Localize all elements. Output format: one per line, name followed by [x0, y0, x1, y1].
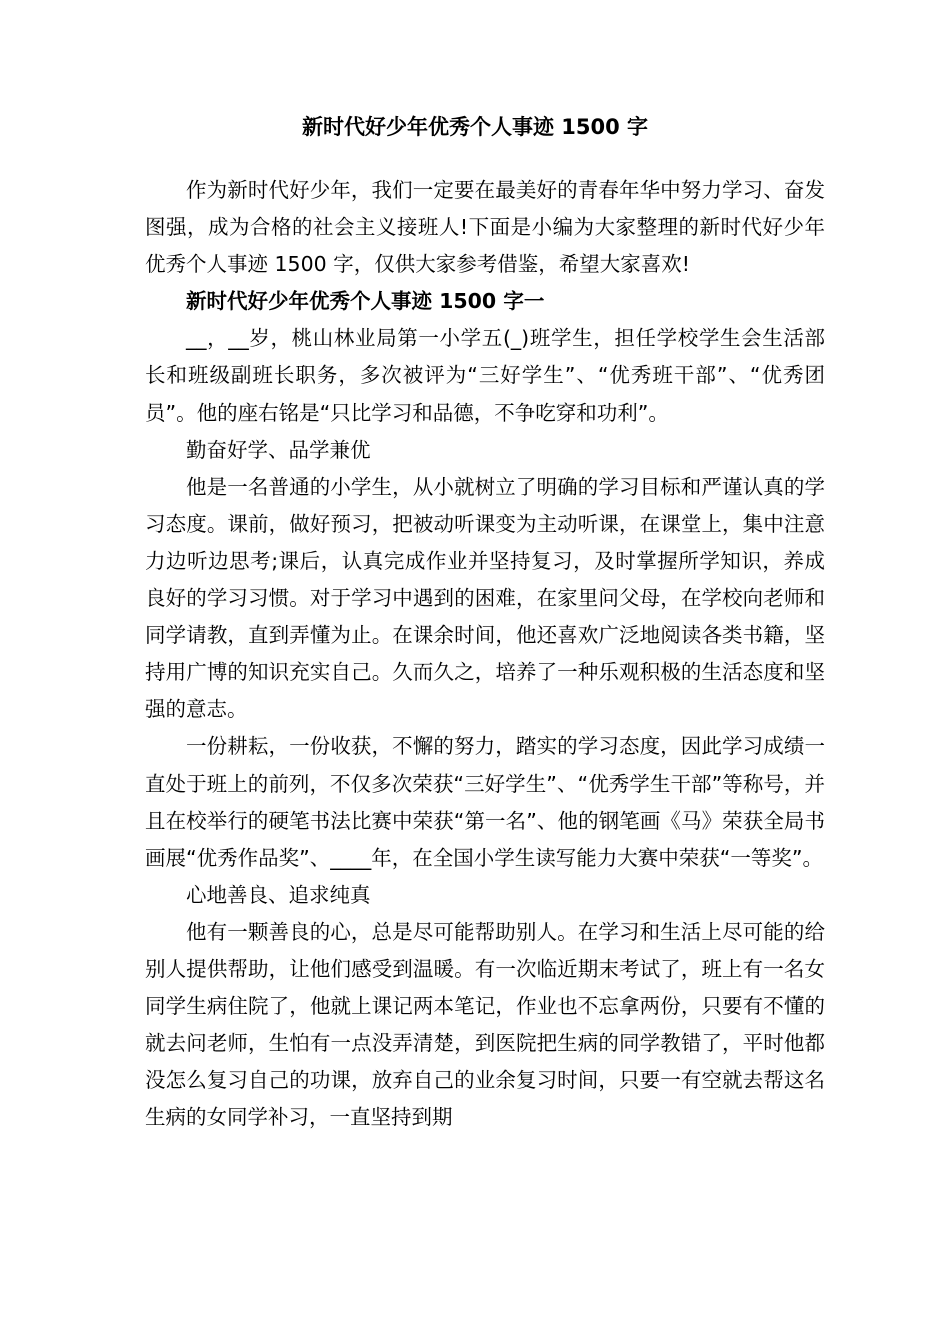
- document-title: 新时代好少年优秀个人事迹 1500 字: [301, 115, 649, 139]
- profile-paragraph: __，__岁，桃山林业局第一小学五(_)班学生，担任学校学生会生活部长和班级副班长职务，多次被评为“三好学生”、“优秀班干部”、“优秀团员”。他的座右铭是“只比学习和品德，不争吃穿和功利”。: [145, 326, 825, 425]
- kindness-paragraph: 他有一颗善良的心，总是尽可能帮助别人。在学习和生活上尽可能的给别人提供帮助，让他们感受到温暖。有一次临近期末考试了，班上有一名女同学生病住院了，他就上课记两本笔记，作业也不忘拿两份，只要有不懂的就去问老师，生怕有一点没弄清楚，到医院把生病的同学教错了，平时他都没怎么复习自己的功课，放弃自己的业余复习时间，只要一有空就去帮这名生病的女同学补习，一直坚持到期: [145, 919, 825, 1130]
- study-paragraph: 他是一名普通的小学生，从小就树立了明确的学习目标和严谨认真的学习态度。课前，做好预习，把被动听课变为主动听课，在课堂上，集中注意力边听边思考;课后，认真完成作业并坚持复习，及时掌握所学知识，养成良好的学习习惯。对于学习中遇到的困难，在家里问父母，在学校向老师和同学请教，直到弄懂为止。在课余时间，他还喜欢广泛地阅读各类书籍，坚持用广博的知识充实自己。久而久之，培养了一种乐观积极的生活态度和坚强的意志。: [145, 474, 825, 722]
- achievement-paragraph: 一份耕耘，一份收获，不懈的努力，踏实的学习态度，因此学习成绩一直处于班上的前列，不仅多次荣获“三好学生”、“优秀学生干部”等称号，并且在校举行的硬笔书法比赛中荣获“第一名”、他的钢笔画《马》荣获全局书画展“优秀作品奖”、____年，在全国小学生读写能力大赛中荣获“一等奖”。: [145, 734, 825, 870]
- subheading-study: 勤奋好学、品学兼优: [186, 437, 371, 462]
- section-heading: 新时代好少年优秀个人事迹 1500 字一: [186, 289, 545, 314]
- intro-paragraph: 作为新时代好少年，我们一定要在最美好的青春年华中努力学习、奋发图强，成为合格的社会主义接班人!下面是小编为大家整理的新时代好少年优秀个人事迹 1500 字，仅供大家参考借鉴，希望大家喜欢!: [145, 178, 825, 277]
- document-body: [145, 172, 825, 1136]
- subheading-kindness: 心地善良、追求纯真: [186, 882, 371, 907]
